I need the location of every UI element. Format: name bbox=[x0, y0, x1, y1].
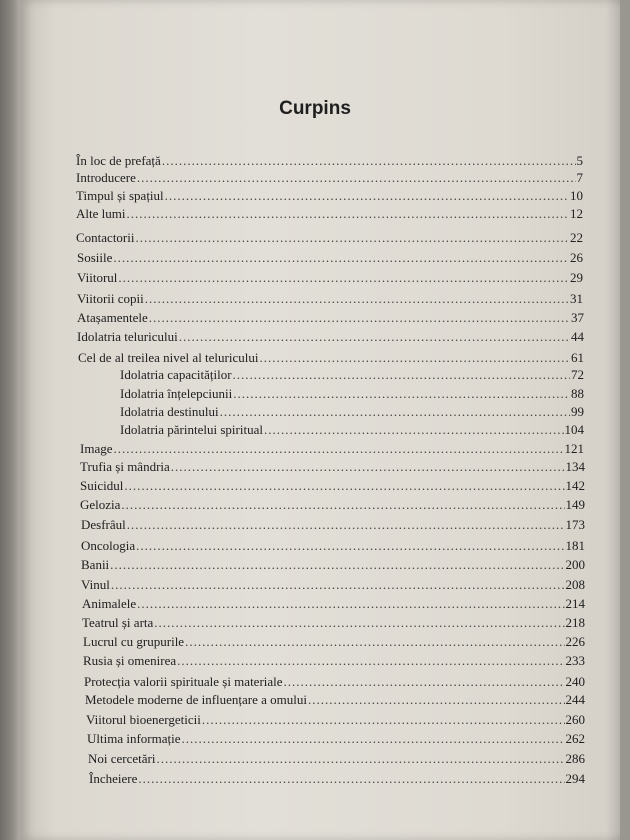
toc-entry bbox=[76, 188, 583, 204]
toc-entry-title: Timpul și spațiul bbox=[76, 188, 164, 203]
toc-entry-title: Vinul bbox=[81, 577, 110, 592]
toc-entry bbox=[83, 634, 585, 650]
toc-entry-title: În loc de prefață bbox=[76, 153, 161, 168]
toc-entry-title: Protecția valorii spirituale și materiale bbox=[84, 674, 283, 689]
toc-entry-page: 99 bbox=[571, 404, 584, 419]
toc-entry bbox=[80, 478, 585, 494]
toc-entry bbox=[77, 291, 583, 307]
toc-entry bbox=[84, 674, 585, 690]
page-title: Curpins bbox=[279, 98, 351, 119]
toc-entry-page: 218 bbox=[565, 615, 585, 630]
toc-entry-page: 134 bbox=[565, 459, 585, 474]
toc-entry-page: 240 bbox=[565, 674, 585, 689]
toc-entry bbox=[85, 692, 585, 708]
toc-entry-page: 88 bbox=[571, 386, 584, 401]
toc-entry-page: 214 bbox=[565, 596, 585, 611]
toc-entry-page: 26 bbox=[570, 250, 583, 265]
toc-leader-dots bbox=[259, 350, 570, 366]
toc-leader-dots bbox=[162, 153, 576, 169]
toc-entry-page: 61 bbox=[571, 350, 584, 365]
toc-entry-page: 7 bbox=[576, 170, 583, 185]
toc-entry bbox=[81, 557, 585, 573]
toc-entry-title: Teatrul și arta bbox=[82, 615, 154, 630]
toc-entry bbox=[76, 170, 583, 186]
toc-entry-title: Suicidul bbox=[80, 478, 124, 493]
toc-leader-dots bbox=[284, 674, 565, 690]
toc-entry bbox=[80, 441, 584, 457]
toc-entry-title: Animalele bbox=[82, 596, 137, 611]
toc-entry-page: 72 bbox=[571, 367, 584, 382]
toc-entry-title: Viitorul bioenergeticii bbox=[86, 712, 201, 727]
toc-leader-dots bbox=[154, 615, 564, 631]
toc-entry-page: 29 bbox=[570, 270, 583, 285]
toc-entry bbox=[80, 459, 585, 475]
toc-entry bbox=[82, 596, 585, 612]
toc-leader-dots bbox=[149, 310, 570, 326]
toc-leader-dots bbox=[126, 206, 569, 222]
toc-entry bbox=[120, 422, 584, 438]
toc-entry-page: 12 bbox=[570, 206, 583, 221]
toc-leader-dots bbox=[233, 367, 570, 383]
toc-leader-dots bbox=[137, 170, 576, 186]
toc-leader-dots bbox=[177, 653, 564, 669]
toc-entry bbox=[77, 250, 583, 266]
toc-entry-page: 226 bbox=[565, 634, 585, 649]
toc-entry-title: Idolatria destinului bbox=[120, 404, 219, 419]
toc-entry-page: 10 bbox=[570, 188, 583, 203]
toc-entry-title: Idolatria teluricului bbox=[77, 329, 178, 344]
toc-entry-title: Sosiile bbox=[77, 250, 113, 265]
toc-entry-title: Idolatria capacităților bbox=[120, 367, 232, 382]
toc-leader-dots bbox=[179, 329, 570, 345]
toc-entry-page: 262 bbox=[565, 731, 585, 746]
toc-leader-dots bbox=[171, 459, 565, 475]
toc-entry-title: Contactorii bbox=[76, 230, 135, 245]
toc-entry bbox=[120, 367, 584, 383]
toc-entry-page: 104 bbox=[564, 422, 584, 437]
toc-entry-page: 294 bbox=[565, 771, 585, 786]
toc-entry-title: Viitorii copii bbox=[77, 291, 144, 306]
toc-leader-dots bbox=[121, 497, 564, 513]
toc-entry-title: Rusia și omenirea bbox=[83, 653, 177, 668]
toc-leader-dots bbox=[202, 712, 565, 728]
toc-leader-dots bbox=[308, 692, 564, 708]
toc-leader-dots bbox=[156, 751, 564, 767]
toc-entry bbox=[77, 310, 584, 326]
toc-entry-title: Lucrul cu grupurile bbox=[83, 634, 185, 649]
toc-entry-page: 149 bbox=[565, 497, 585, 512]
toc-entry bbox=[88, 751, 585, 767]
toc-leader-dots bbox=[137, 596, 564, 612]
toc-entry-page: 181 bbox=[565, 538, 585, 553]
toc-entry-page: 121 bbox=[564, 441, 584, 456]
toc-entry bbox=[76, 230, 583, 246]
toc-entry-title: Desfrâul bbox=[81, 517, 126, 532]
toc-entry-page: 5 bbox=[576, 153, 583, 168]
toc-leader-dots bbox=[233, 386, 570, 402]
toc-entry-page: 173 bbox=[565, 517, 585, 532]
toc-entry-page: 286 bbox=[565, 751, 585, 766]
toc-entry-page: 200 bbox=[565, 557, 585, 572]
toc-entry bbox=[81, 517, 585, 533]
toc-entry bbox=[77, 329, 584, 345]
toc-entry bbox=[78, 350, 584, 366]
toc-leader-dots bbox=[145, 291, 569, 307]
toc-leader-dots bbox=[118, 270, 569, 286]
toc-entry bbox=[83, 653, 585, 669]
toc-leader-dots bbox=[111, 577, 565, 593]
toc-entry-title: Atașamentele bbox=[77, 310, 148, 325]
toc-entry-page: 260 bbox=[565, 712, 585, 727]
toc-entry-title: Metodele moderne de influențare a omului bbox=[85, 692, 308, 707]
toc-entry bbox=[87, 731, 585, 747]
toc-entry-title: Trufia și mândria bbox=[80, 459, 170, 474]
toc-leader-dots bbox=[136, 230, 570, 246]
toc-entry bbox=[76, 206, 583, 222]
toc-leader-dots bbox=[113, 441, 563, 457]
toc-leader-dots bbox=[264, 422, 564, 438]
toc-leader-dots bbox=[113, 250, 569, 266]
toc-entry bbox=[81, 538, 585, 554]
toc-entry-page: 233 bbox=[565, 653, 585, 668]
toc-entry-title: Banii bbox=[81, 557, 110, 572]
toc-entry bbox=[86, 712, 585, 728]
toc-leader-dots bbox=[182, 731, 565, 747]
toc-entry-title: Oncologia bbox=[81, 538, 136, 553]
toc-leader-dots bbox=[110, 557, 564, 573]
toc-entry-page: 244 bbox=[565, 692, 585, 707]
toc-leader-dots bbox=[127, 517, 565, 533]
toc-entry-page: 142 bbox=[565, 478, 585, 493]
toc-entry-title: Gelozia bbox=[80, 497, 121, 512]
toc-leader-dots bbox=[165, 188, 569, 204]
toc-leader-dots bbox=[138, 771, 564, 787]
toc-entry bbox=[77, 270, 583, 286]
toc-entry-page: 44 bbox=[571, 329, 584, 344]
toc-entry-title: Introducere bbox=[76, 170, 136, 185]
toc-leader-dots bbox=[124, 478, 564, 494]
toc-entry-title: Image bbox=[80, 441, 113, 456]
toc-entry bbox=[81, 577, 585, 593]
toc-entry bbox=[76, 153, 583, 169]
toc-leader-dots bbox=[136, 538, 564, 554]
toc-entry bbox=[89, 771, 585, 787]
toc-entry bbox=[82, 615, 585, 631]
toc-entry-page: 37 bbox=[571, 310, 584, 325]
toc-entry-page: 22 bbox=[570, 230, 583, 245]
toc-leader-dots bbox=[185, 634, 564, 650]
toc-entry-page: 31 bbox=[570, 291, 583, 306]
toc-entry-title: Idolatria părintelui spiritual bbox=[120, 422, 263, 437]
toc-entry-title: Încheiere bbox=[89, 771, 138, 786]
toc-entry-page: 208 bbox=[565, 577, 585, 592]
toc-leader-dots bbox=[220, 404, 570, 420]
toc-entry-title: Cel de al treilea nivel al teluricului bbox=[78, 350, 259, 365]
toc-entry-title: Idolatria înțelepciunii bbox=[120, 386, 233, 401]
toc-entry-title: Ultima informație bbox=[87, 731, 181, 746]
toc-entry bbox=[80, 497, 585, 513]
toc-entry-title: Alte lumi bbox=[76, 206, 126, 221]
toc-entry bbox=[120, 386, 584, 402]
toc-entry-title: Noi cercetări bbox=[88, 751, 156, 766]
toc-entry-title: Viitorul bbox=[77, 270, 118, 285]
toc-entry bbox=[120, 404, 584, 420]
